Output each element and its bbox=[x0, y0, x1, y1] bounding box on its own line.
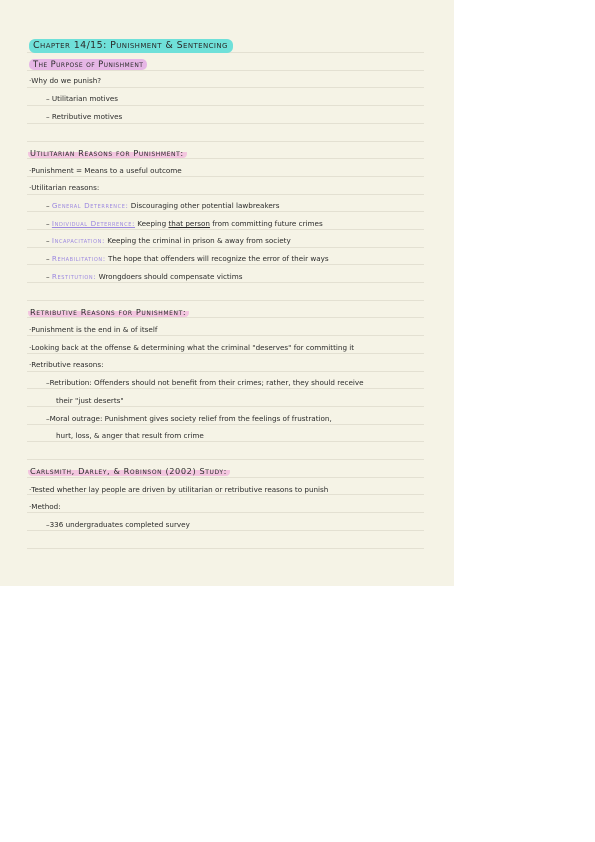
ruled-line bbox=[27, 353, 424, 354]
list-item: –Retribution: Offenders should not benefit from their crimes; rather, they should receive bbox=[46, 378, 364, 387]
ruled-line bbox=[27, 477, 424, 478]
list-item: – Restitution: Wrongdoers should compensate victims bbox=[46, 272, 243, 281]
ruled-line bbox=[27, 194, 424, 195]
ruled-line bbox=[27, 87, 424, 88]
page-subtitle: The Purpose of Punishment bbox=[29, 59, 147, 70]
ruled-line bbox=[27, 548, 424, 549]
list-item: – General Deterrence: Discouraging other potential lawbreakers bbox=[46, 201, 280, 210]
term-text: Wrongdoers should compensate victims bbox=[96, 272, 243, 281]
page-title: Chapter 14/15: Punishment & Sentencing bbox=[29, 39, 233, 53]
term-label: Incapacitation: bbox=[51, 236, 105, 245]
ruled-line bbox=[27, 105, 424, 106]
term-text: Keeping the criminal in prison & away from society bbox=[104, 236, 291, 245]
list-item-continuation: hurt, loss, & anger that result from crime bbox=[56, 431, 204, 440]
list-item: –336 undergraduates completed survey bbox=[46, 520, 190, 529]
ruled-line bbox=[27, 176, 424, 177]
ruled-line bbox=[27, 158, 424, 159]
term-label: Individual Deterrence: bbox=[51, 219, 135, 228]
term-text: Keeping bbox=[135, 219, 169, 228]
ruled-line bbox=[27, 247, 424, 248]
ruled-line bbox=[27, 282, 424, 283]
underlined-text: that person bbox=[168, 219, 210, 228]
ruled-line bbox=[27, 335, 424, 336]
list-item-continuation: their "just deserts" bbox=[56, 396, 124, 405]
list-item: – Incapacitation: Keeping the criminal in prison & away from society bbox=[46, 236, 291, 245]
ruled-line bbox=[27, 123, 424, 124]
list-item: –Moral outrage: Punishment gives society relief from the feelings of frustration, bbox=[46, 414, 332, 423]
ruled-line bbox=[27, 264, 424, 265]
body-line: ·Tested whether lay people are driven by utilitarian or retributive reasons to punish bbox=[29, 485, 329, 494]
term-text: from committing future crimes bbox=[209, 219, 323, 228]
section-heading-study: Carlsmith, Darley, & Robinson (2002) Study: bbox=[28, 466, 230, 476]
term-label: Rehabilitation: bbox=[51, 254, 106, 263]
ruled-line bbox=[27, 530, 424, 531]
intro-question: ·Why do we punish? bbox=[29, 76, 102, 85]
ruled-line bbox=[27, 459, 424, 460]
ruled-line bbox=[27, 317, 424, 318]
ruled-line bbox=[27, 388, 424, 389]
ruled-line bbox=[27, 441, 424, 442]
body-line: ·Looking back at the offense & determining what the criminal "deserves" for committing it bbox=[29, 343, 355, 352]
ruled-line bbox=[27, 371, 424, 372]
list-item: – Rehabilitation: The hope that offenders will recognize the error of their ways bbox=[46, 254, 329, 263]
ruled-line bbox=[27, 406, 424, 407]
ruled-line bbox=[27, 300, 424, 301]
ruled-line bbox=[27, 211, 424, 212]
term-text: Discouraging other potential lawbreakers bbox=[128, 201, 280, 210]
list-item: – Individual Deterrence: Keeping that person from committing future crimes bbox=[46, 219, 323, 228]
section-heading-utilitarian: Utilitarian Reasons for Punishment: bbox=[28, 148, 187, 158]
term-label: Restitution: bbox=[51, 272, 97, 281]
ruled-line bbox=[27, 229, 424, 230]
intro-item: – Utilitarian motives bbox=[46, 94, 119, 103]
body-line: ·Method: bbox=[29, 502, 61, 511]
section-heading-retributive: Retributive Reasons for Punishment: bbox=[28, 307, 189, 317]
term-text: The hope that offenders will recognize the error of their ways bbox=[105, 254, 329, 263]
ruled-line bbox=[27, 512, 424, 513]
ruled-line bbox=[27, 424, 424, 425]
ruled-line bbox=[27, 141, 424, 142]
body-line: ·Retributive reasons: bbox=[29, 360, 104, 369]
term-label: General Deterrence: bbox=[51, 201, 129, 210]
body-line: ·Utilitarian reasons: bbox=[29, 183, 100, 192]
body-line: ·Punishment = Means to a useful outcome bbox=[29, 166, 182, 175]
body-line: ·Punishment is the end in & of itself bbox=[29, 325, 158, 334]
intro-item: – Retributive motives bbox=[46, 112, 123, 121]
ruled-line bbox=[27, 70, 424, 71]
